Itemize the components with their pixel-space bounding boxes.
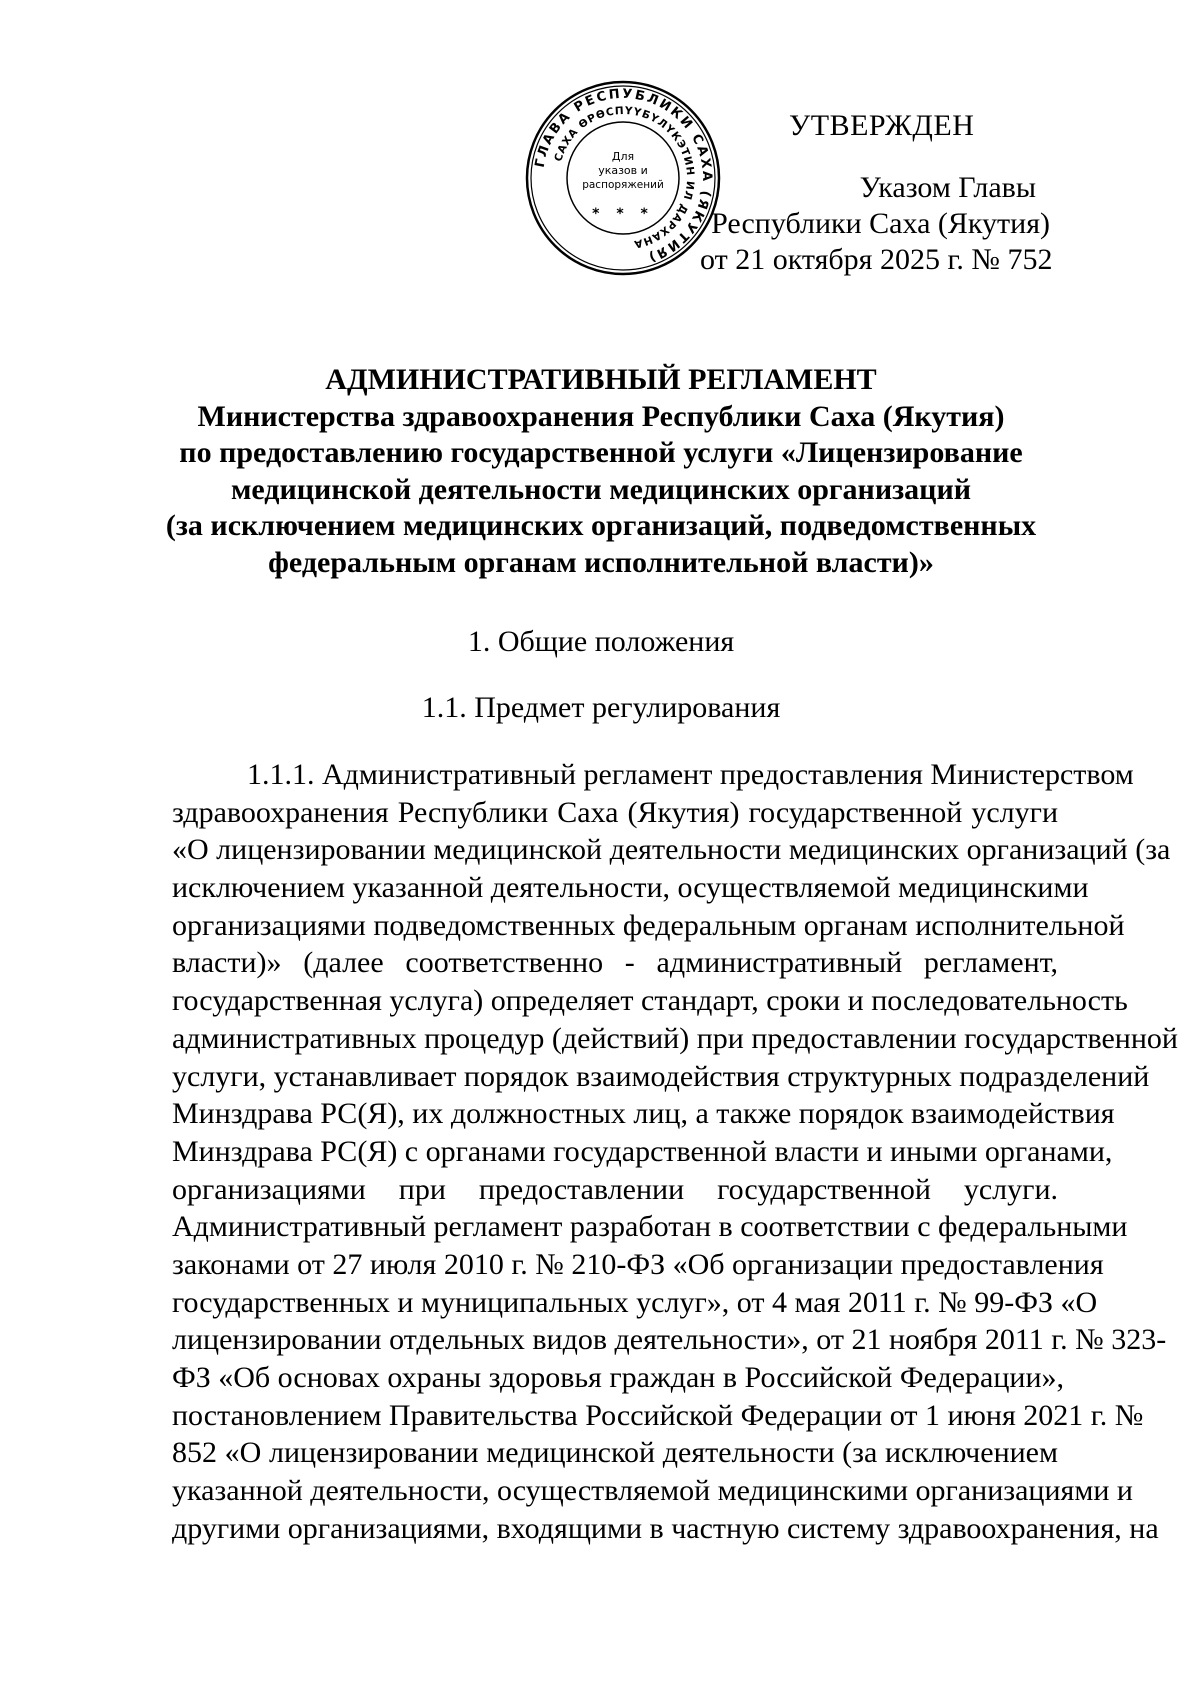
paragraph-line: постановлением Правительства Российской Федерации от 1 июня 2021 г. № [172, 1398, 1144, 1432]
title-line-1: АДМИНИСТРАТИВНЫЙ РЕГЛАМЕНТ [325, 363, 877, 396]
document-title [150, 362, 1052, 581]
paragraph-line: лицензировании отдельных видов деятельности», от 21 ноября 2011 г. № 323- [172, 1323, 1167, 1357]
paragraph-line: 852 «О лицензировании медицинской деятельности (за исключением [172, 1436, 1058, 1470]
approval-republic-line: Республики Саха (Якутия) [711, 207, 1050, 240]
seal-outer-text: ГЛАВА РЕСПУБЛИКИ САХА (ЯКУТИЯ) [532, 86, 715, 266]
paragraph-line: власти)» (далее соответственно - административный регламент, [172, 946, 1058, 980]
section-heading: 1. Общие положения [467, 625, 735, 658]
subsection-heading: 1.1. Предмет регулирования [421, 691, 781, 724]
approval-block [700, 108, 1053, 278]
title-line-5: (за исключением медицинских организаций, подведомственных [165, 509, 1037, 542]
approval-decree-line: Указом Главы [859, 171, 1036, 204]
paragraph-line: другими организациями, входящими в частную систему здравоохранения, на [172, 1511, 1159, 1545]
paragraph-line: Административный регламент разработан в соответствии с федеральными [172, 1210, 1128, 1244]
paragraph-line: Минздрава РС(Я), их должностных лиц, а также порядок взаимодействия [172, 1097, 1115, 1131]
title-line-3: по предоставлению государственной услуги «Лицензирование [179, 436, 1023, 469]
seal-graphic [523, 78, 723, 278]
paragraph-line: исключением указанной деятельности, осуществляемой медицинскими [172, 871, 1089, 905]
body-paragraph [172, 756, 1178, 1547]
paragraph-line: 1.1.1. Административный регламент предоставления Министерством [247, 758, 1134, 791]
paragraph-line: указанной деятельности, осуществляемой медицинскими организациями и [172, 1474, 1133, 1508]
approval-date-line: от 21 октября 2025 г. № 752 [700, 243, 1053, 276]
official-seal [523, 78, 723, 278]
seal-center-line2: указов и [598, 164, 648, 177]
title-line-2: Министерства здравоохранения Республики Саха (Якутия) [197, 399, 1005, 433]
seal-inner-text: САХА ӨРӨСПҮҮБҮЛҮКЭТИН ИЛ ДАРХАНА [552, 104, 697, 251]
seal-center-line3: распоряжений [582, 179, 664, 191]
paragraph-line: государственных и муниципальных услуг», от 4 мая 2011 г. № 99-ФЗ «О [172, 1285, 1098, 1319]
paragraph-line: организациями при предоставлении государственной услуги. [172, 1172, 1058, 1206]
svg-text:САХА ӨРӨСПҮҮБҮЛҮКЭТИН ИЛ ДАРХА [552, 105, 696, 250]
approved-label: УТВЕРЖДЕН [789, 109, 975, 142]
paragraph-line: организациями подведомственных федеральным органам исполнительной [172, 908, 1125, 942]
paragraph-line: здравоохранения Республики Саха (Якутия) государственной услуги [172, 795, 1058, 829]
paragraph-line: государственная услуга) определяет стандарт, сроки и последовательность [172, 984, 1128, 1018]
paragraph-line: административных процедур (действий) при предоставлении государственной [172, 1021, 1178, 1055]
title-line-6: федеральным органам исполнительной власти)» [268, 545, 934, 579]
paragraph-line: законами от 27 июля 2010 г. № 210-ФЗ «Об организации предоставления [172, 1247, 1104, 1281]
paragraph-line: «О лицензировании медицинской деятельности медицинских организаций (за [172, 833, 1171, 867]
paragraph-line: услуги, устанавливает порядок взаимодействия структурных подразделений [172, 1059, 1150, 1093]
seal-stars: * * * [592, 206, 654, 222]
paragraph-line: Минздрава РС(Я) с органами государственной власти и иными органами, [172, 1134, 1113, 1168]
title-line-4: медицинской деятельности медицинских организаций [230, 472, 972, 506]
paragraph-line: ФЗ «Об основах охраны здоровья граждан в Российской Федерации», [172, 1361, 1065, 1394]
seal-center-line1: Для [611, 150, 635, 163]
